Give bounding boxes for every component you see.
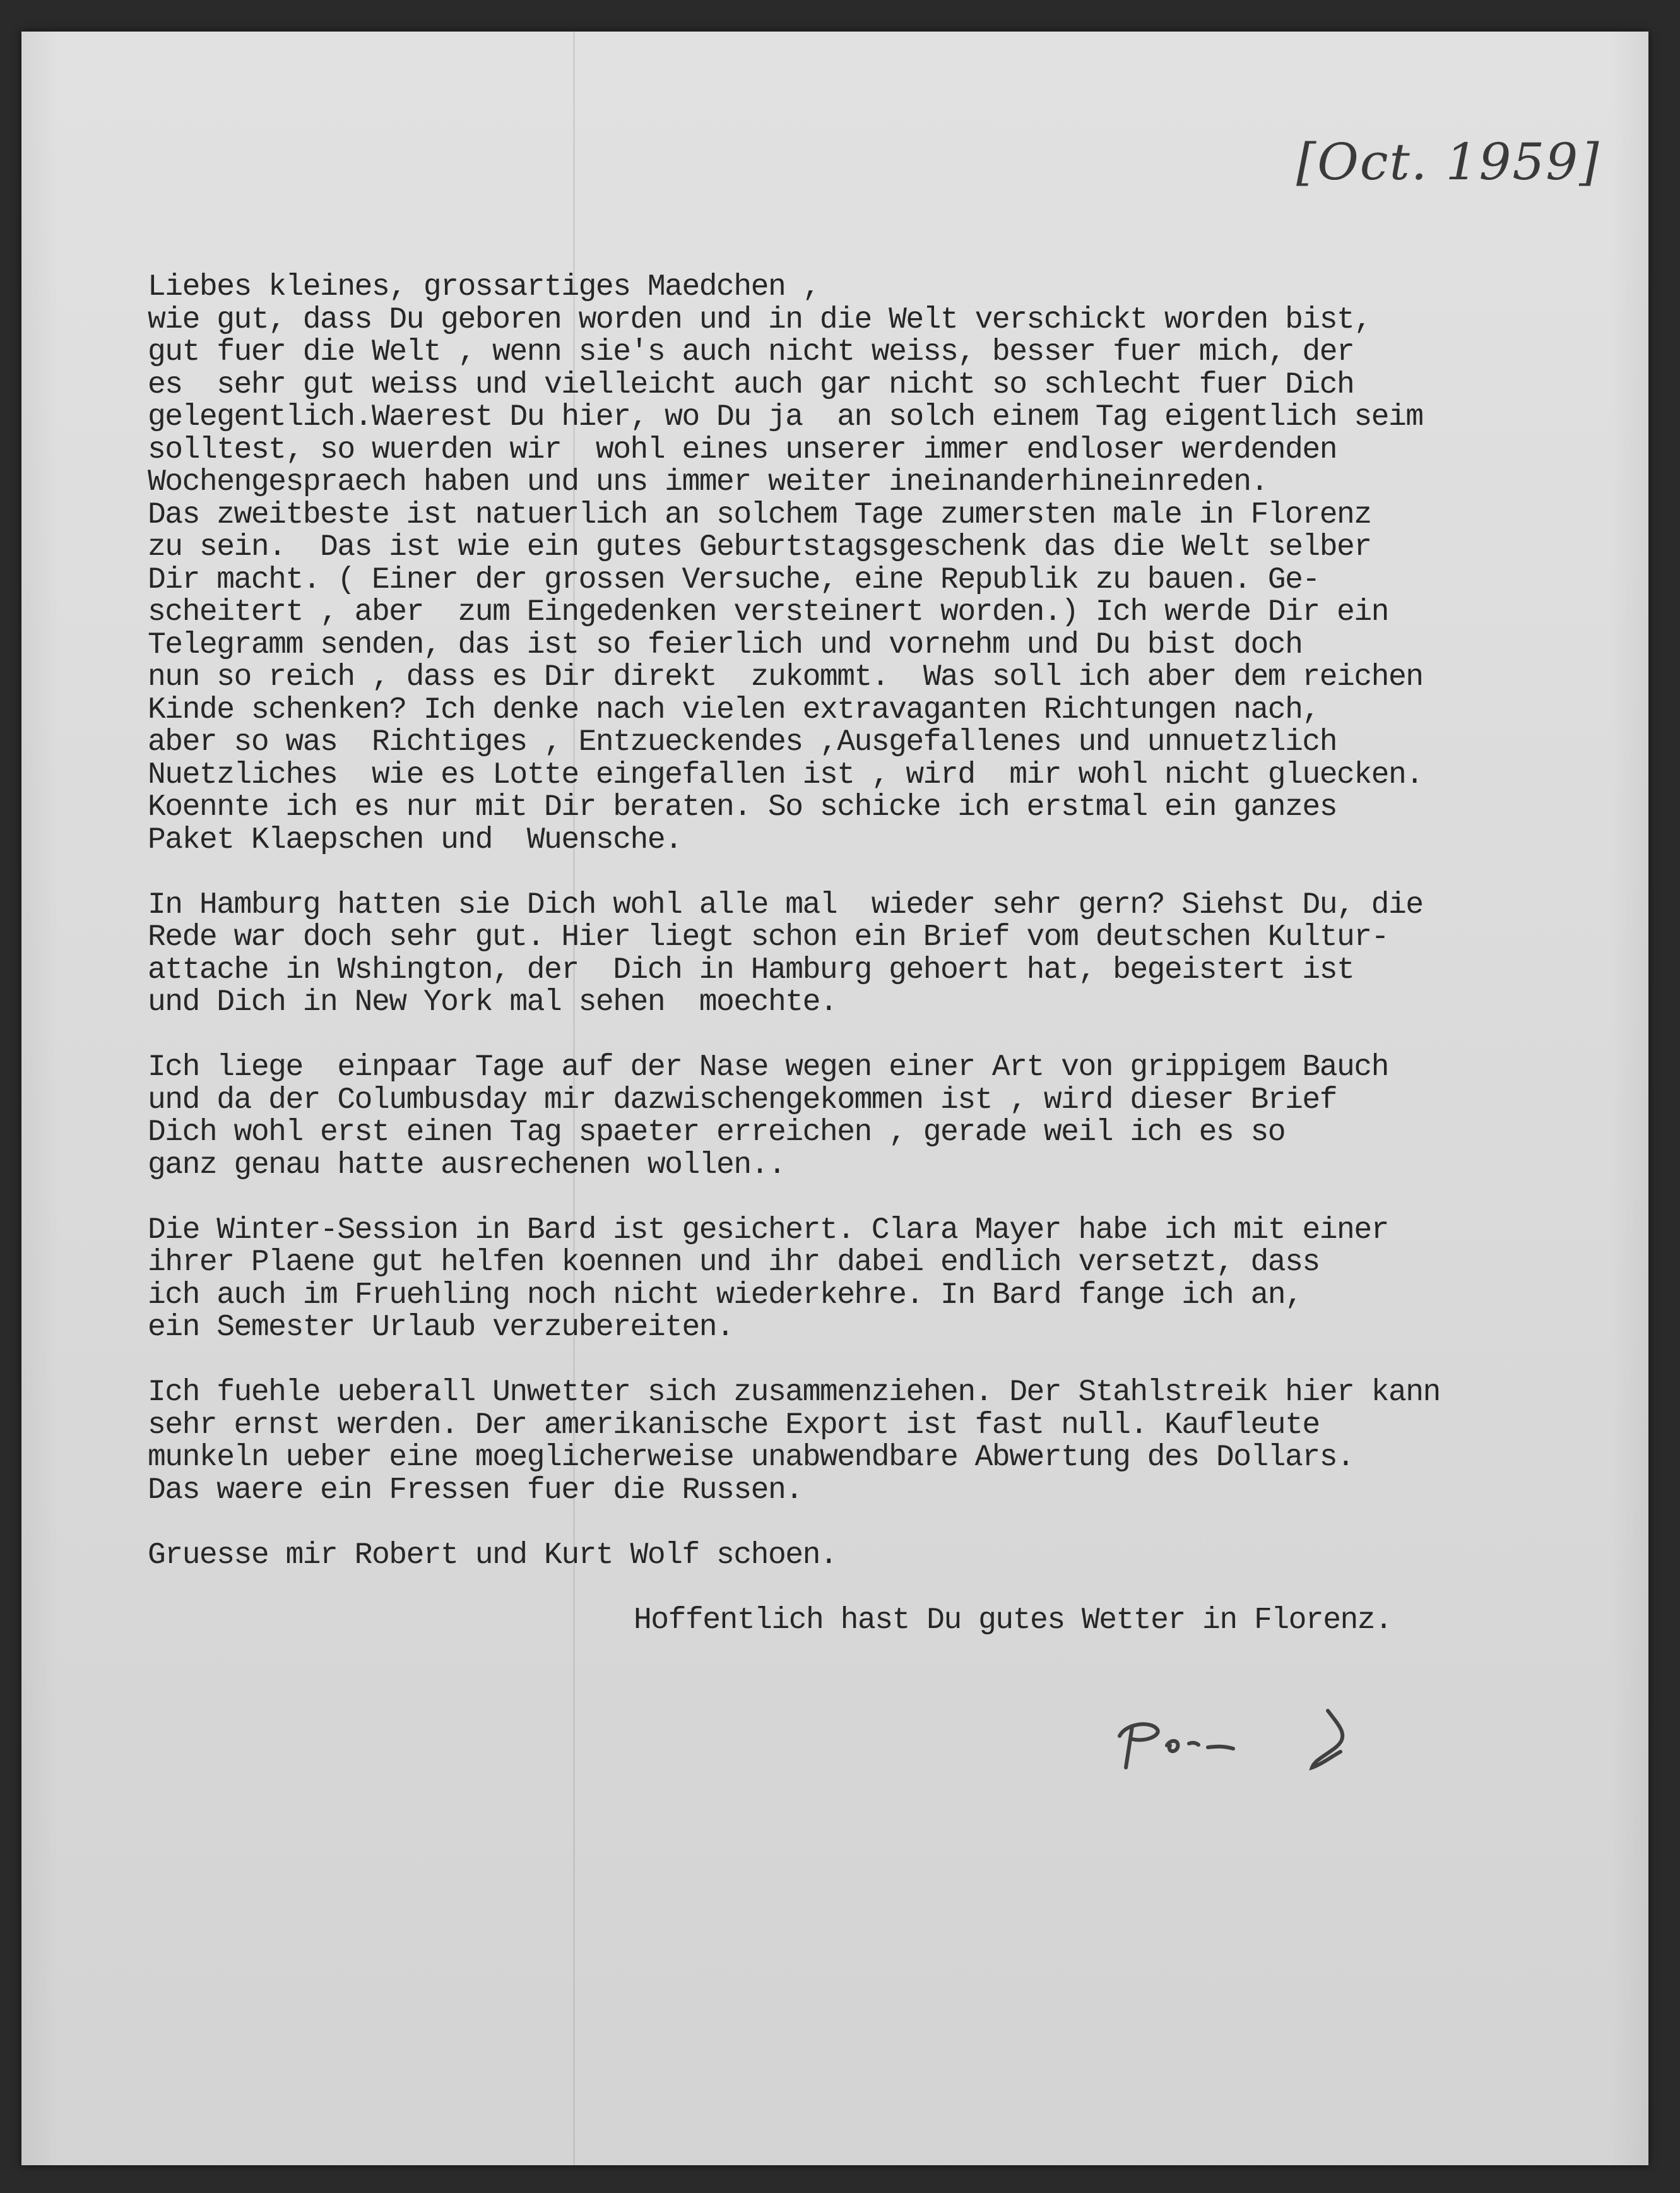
text-line: Kinde schenken? Ich denke nach vielen extravaganten Richtungen nach, xyxy=(148,692,1320,727)
letter-body xyxy=(148,271,1637,1637)
text-line: Ich fuehle ueberall Unwetter sich zusammenziehen. Der Stahlstreik hier kann xyxy=(148,1376,1440,1410)
text-line: Das waere ein Fressen fuer die Russen. xyxy=(148,1473,803,1507)
paragraph-gap xyxy=(148,1507,1637,1540)
paragraph-gap xyxy=(148,1572,1637,1605)
text-line: es sehr gut weiss und vielleicht auch gar nicht so schlecht fuer Dich xyxy=(148,367,1354,402)
text-line: Koennte ich es nur mit Dir beraten. So schicke ich erstmal ein ganzes xyxy=(148,790,1337,824)
text-line: und da der Columbusday mir dazwischengekommen ist , wird dieser Brief xyxy=(148,1083,1337,1117)
text-line: nun so reich , dass es Dir direkt zukommt. Was soll ich aber dem reichen xyxy=(148,660,1423,694)
paragraph-gap xyxy=(148,857,1637,889)
paragraph-gap xyxy=(148,1019,1637,1052)
text-line: ich auch im Fruehling noch nicht wiederkehre. In Bard fange ich an, xyxy=(148,1278,1303,1312)
handwritten-date-note: [Oct. 1959] xyxy=(1296,133,1600,191)
text-line: und Dich in New York mal sehen moechte. xyxy=(148,985,837,1019)
text-line: gelegentlich.Waerest Du hier, wo Du ja an solch einem Tag eigentlich seim xyxy=(148,400,1423,434)
text-line: Telegramm senden, das ist so feierlich und vornehm und Du bist doch xyxy=(148,627,1303,662)
text-line: ganz genau hatte ausrechenen wollen.. xyxy=(148,1148,786,1182)
text-line: wie gut, dass Du geboren worden und in die Welt verschickt worden bist, xyxy=(148,302,1371,337)
text-line: scheitert , aber zum Eingedenken versteinert worden.) Ich werde Dir ein xyxy=(148,595,1388,629)
text-line: gut fuer die Welt , wenn sie's auch nicht weiss, besser fuer mich, der xyxy=(148,335,1354,369)
text-line: zu sein. Das ist wie ein gutes Geburtstagsgeschenk das die Welt selber xyxy=(148,530,1371,564)
handwritten-signature xyxy=(1107,1698,1423,1793)
text-line: Nuetzliches wie es Lotte eingefallen ist , wird mir wohl nicht gluecken. xyxy=(148,758,1423,792)
text-line: Dir macht. ( Einer der grossen Versuche, eine Republik zu bauen. Ge- xyxy=(148,562,1320,597)
text-line: munkeln ueber eine moeglicherweise unabwendbare Abwertung des Dollars. xyxy=(148,1441,1354,1475)
text-line: Wochengespraech haben und uns immer weiter ineinanderhineinreden. xyxy=(148,465,1268,499)
closing-line: Hoffentlich hast Du gutes Wetter in Florenz. xyxy=(634,1603,1392,1637)
text-line: ein Semester Urlaub verzubereiten. xyxy=(148,1310,734,1345)
paragraph-gap xyxy=(148,1345,1637,1377)
text-line: aber so was Richtiges , Entzueckendes ,Ausgefallenes und unnuetzlich xyxy=(148,725,1337,759)
text-line: Rede war doch sehr gut. Hier liegt schon ein Brief vom deutschen Kultur- xyxy=(148,920,1388,954)
text-line: Paket Klaepschen und Wuensche. xyxy=(148,823,682,857)
text-line: Gruesse mir Robert und Kurt Wolf schoen. xyxy=(148,1538,837,1572)
text-line: attache in Wshington, der Dich in Hamburg gehoert hat, begeistert ist xyxy=(148,953,1354,987)
text-line: Ich liege einpaar Tage auf der Nase wegen einer Art von grippigem Bauch xyxy=(148,1050,1388,1085)
text-line: In Hamburg hatten sie Dich wohl alle mal wieder sehr gern? Siehst Du, die xyxy=(148,888,1423,922)
text-line: sehr ernst werden. Der amerikanische Export ist fast null. Kaufleute xyxy=(148,1408,1320,1442)
text-line: Die Winter-Session in Bard ist gesichert. Clara Mayer habe ich mit einer xyxy=(148,1213,1388,1247)
text-line: Das zweitbeste ist natuerlich an solchem Tage zumersten male in Florenz xyxy=(148,497,1371,532)
text-line: ihrer Plaene gut helfen koennen und ihr dabei endlich versetzt, dass xyxy=(148,1245,1320,1280)
paragraph-gap xyxy=(148,1182,1637,1215)
text-line: solltest, so wuerden wir wohl eines unserer immer endloser werdenden xyxy=(148,432,1337,467)
salutation: Liebes kleines, grossartiges Maedchen , xyxy=(148,270,820,304)
letter-sheet xyxy=(21,32,1648,2165)
text-line: Dich wohl erst einen Tag spaeter erreichen , gerade weil ich es so xyxy=(148,1115,1286,1150)
